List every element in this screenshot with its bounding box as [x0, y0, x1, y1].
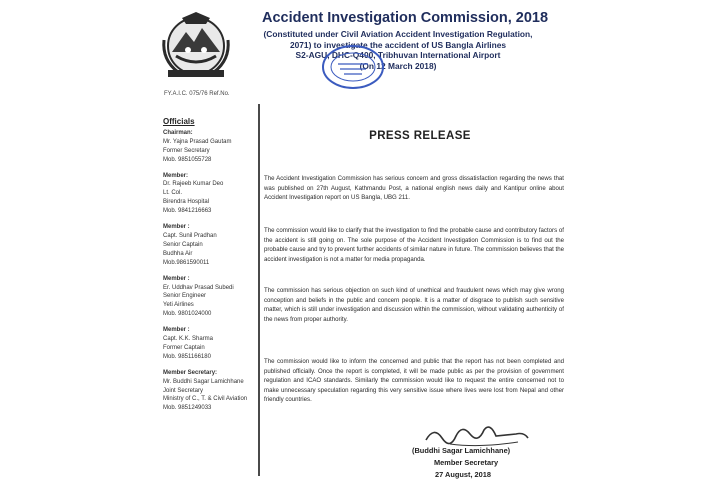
- official-role: Member :: [163, 275, 190, 282]
- subtitle-line: 2071) to investigate the accident of US Bangla Airlines: [289, 39, 507, 50]
- official-role: Member:: [163, 172, 189, 179]
- official-stamp-icon: [318, 42, 388, 92]
- body-paragraph: The commission has serious objection on such kind of unethical and fraudulent news which may give wrong conception and beliefs in the public and concern people. It is a matter of disgrace to publish such sensitive matter, which is still under investigation and discussion within the commission, without validating authenticity of the news from proper authority.: [264, 287, 564, 323]
- official-line: Mob. 9851055728: [163, 156, 212, 163]
- official-line: Joint Secretary: [163, 387, 204, 394]
- official-line: Er. Uddhav Prasad Subedi: [163, 284, 234, 291]
- official-line: Ministry of C., T. & Civil Aviation: [163, 396, 248, 403]
- reference-number: FY.A.I.C. 075/76 Ref.No.: [164, 91, 230, 97]
- official-line: Senior Captain: [163, 241, 203, 248]
- subtitle-line: (On 12 March 2018): [359, 60, 437, 71]
- official-line: Mob. 9801024000: [163, 311, 212, 318]
- vertical-divider: [258, 104, 260, 476]
- official-role: Member Secretary:: [163, 369, 218, 376]
- subtitle-line: (Constituted under Civil Aviation Accident Investigation Regulation,: [263, 29, 533, 39]
- official-line: Mob. 9841216663: [163, 208, 212, 215]
- official-line: Mob. 9851249033: [163, 405, 212, 412]
- official-line: Lt. Col.: [163, 190, 183, 197]
- official-role: Member :: [163, 327, 190, 334]
- signatory-name: (Buddhi Sagar Lamichhane): [412, 446, 511, 455]
- signature-date: 27 August, 2018: [435, 470, 491, 479]
- press-release-body: [264, 130, 564, 404]
- body-paragraph: The commission would like to inform the concerned and public that the report has not been completed and published officially. Once the report is completed, it will be made public as per the provision of government regulation and ICAO standards. Similarly the commission would like to request the entire concerned not to make unnecessary speculation regarding this very sensitive issue where lives were lost from Nepal and other friendly countries.: [264, 358, 564, 404]
- signatory-title: Member Secretary: [434, 458, 499, 467]
- official-line: Mr. Yajna Prasad Gautam: [163, 138, 232, 145]
- official-role: Chairman:: [163, 129, 193, 136]
- official-line: Capt. K.K. Sharma: [163, 336, 214, 343]
- official-line: Yeti Airlines: [163, 302, 194, 309]
- official-line: Mr. Buddhi Sagar Lamichhane: [163, 378, 244, 385]
- official-line: Mob.9861590011: [163, 259, 210, 266]
- official-line: Former Secretary: [163, 147, 210, 154]
- commission-title: Accident Investigation Commission, 2018: [262, 10, 549, 26]
- official-line: Birendra Hospital: [163, 199, 210, 206]
- official-role: Member :: [163, 224, 190, 231]
- official-line: Dr. Rajeeb Kumar Deo: [163, 181, 224, 188]
- official-line: Budhha Air: [163, 250, 193, 257]
- official-line: Capt. Sunil Pradhan: [163, 232, 217, 239]
- officials-heading: Officials: [163, 117, 195, 126]
- commission-subtitle: [248, 29, 548, 71]
- subtitle-line: S2-AGU, DHC-Q400, Tribhuvan International Airport: [295, 50, 501, 61]
- official-line: Mob. 9851166180: [163, 353, 211, 360]
- body-paragraph: The Accident Investigation Commission has serious concern and gross dissatisfaction regarding the news that was published on 27th August, Kathmandu Post, a national english news daily and Kantipur online about Accident Investigation report on US Bangla, UBG 211.: [264, 175, 564, 202]
- press-release-title: PRESS RELEASE: [369, 130, 471, 142]
- official-line: Senior Engineer: [163, 293, 207, 300]
- body-paragraph: The commission would like to clarify that the investigation to find the probable cause and contributory factors of the accident is still going on. The sole purpose of the Accident Investigation Commission is to find out the probable cause and try to prevent further accidents of similar nature in future. The commission believes that the accident investigation is not a matter for media propaganda.: [264, 227, 564, 263]
- officials-list: [163, 118, 255, 413]
- nepal-emblem-icon: [158, 10, 234, 80]
- official-line: Former Captain: [163, 344, 205, 351]
